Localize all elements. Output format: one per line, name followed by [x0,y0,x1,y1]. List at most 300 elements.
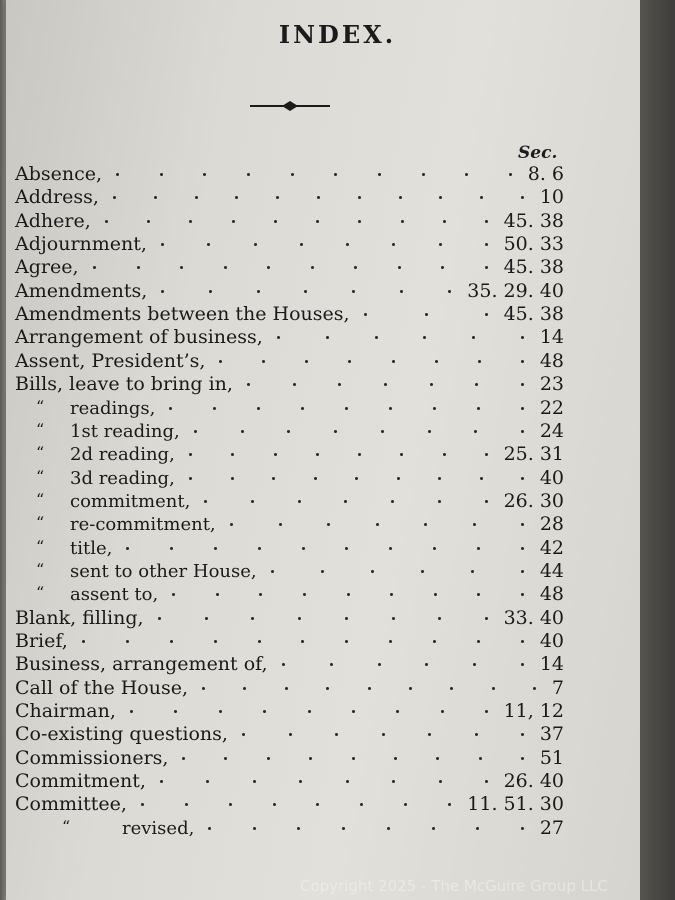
leader-dot [137,266,140,269]
leader-dot [471,570,474,573]
leader-dot [387,827,390,830]
leader-dot [147,220,150,223]
entry-section-number: 45. 38 [503,209,564,232]
leader-dot [126,547,129,550]
entry-section-number: 45. 38 [503,303,564,326]
leader-dot [301,407,304,410]
leader-dot [478,360,481,363]
dot-leader [169,397,524,420]
ditto-mark: “ [36,583,45,603]
entry-section-number: 35. 29. 40 [467,279,564,302]
leader-dot [169,407,172,410]
leader-dot [311,266,314,269]
entry-label: 1st reading, [70,420,180,442]
leader-dot [214,640,217,643]
entry-section-number: 40 [539,466,564,489]
leader-dot [389,547,392,550]
leader-dot [477,593,480,596]
leader-dot [202,687,205,690]
entry-section-number: 33. 40 [503,606,564,629]
dot-leader [219,350,524,373]
leader-dot [355,477,358,480]
index-entry [0,817,640,840]
leader-dot [213,407,216,410]
leader-dot [391,500,394,503]
entry-section-number: 14 [539,326,564,349]
leader-dot [438,500,441,503]
leader-dot [433,407,436,410]
leader-dot [346,780,349,783]
page-edge-shadow [640,0,675,900]
entry-label: Bills, leave to bring in, [15,373,233,396]
dot-leader [194,420,524,443]
leader-dot [424,523,427,526]
ditto-mark: “ [36,443,45,463]
ornament-rule-icon [250,99,330,113]
entry-section-number: 8. 6 [527,163,564,185]
leader-dot [477,547,480,550]
leader-dot [521,593,524,596]
leader-dot [82,640,85,643]
leader-dot [473,523,476,526]
leader-dot [254,243,257,246]
entry-label: Agree, [15,256,79,279]
leader-dot [485,780,488,783]
index-entry [0,186,640,209]
leader-dot [443,220,446,223]
leader-dot [521,196,524,199]
entry-section-number: 10 [539,186,564,209]
leader-dot [257,290,260,293]
entry-label: revised, [122,817,195,839]
dot-leader [126,537,524,560]
leader-dot [267,757,270,760]
entry-section-number: 37 [539,723,564,746]
leader-dot [298,500,301,503]
leader-dot [321,570,324,573]
leader-dot [358,453,361,456]
leader-dot [381,430,384,433]
leader-dot [448,290,451,293]
ditto-mark: “ [36,466,45,486]
entry-label: Business, arrangement of, [15,653,268,676]
leader-dot [326,687,329,690]
leader-dot [492,687,495,690]
leader-dot [434,593,437,596]
leader-dot [251,617,254,620]
leader-dot [229,803,232,806]
dot-leader [172,583,524,606]
leader-dot [194,430,197,433]
entry-label: Assent, President’s, [15,349,206,372]
leader-dot [479,757,482,760]
leader-dot [116,173,119,176]
leader-dot [396,710,399,713]
leader-dot [474,430,477,433]
leader-dot [352,710,355,713]
entry-section-number: 48 [539,349,564,372]
leader-dot [521,570,524,573]
leader-dot [305,360,308,363]
dot-leader [271,560,524,583]
leader-dot [521,383,524,386]
entry-section-number: 50. 33 [503,233,564,256]
entry-section-number: 11, 12 [503,700,564,723]
index-entry [0,653,640,676]
index-entry [0,770,640,793]
leader-dot [289,733,292,736]
leader-dot [441,710,444,713]
leader-dot [259,593,262,596]
leader-dot [141,803,144,806]
ditto-mark: “ [36,559,45,579]
leader-dot [158,617,161,620]
leader-dot [477,407,480,410]
leader-dot [425,663,428,666]
leader-dot [274,220,277,223]
index-entry [0,397,640,420]
leader-dot [126,640,129,643]
leader-dot [303,593,306,596]
leader-dot [214,547,217,550]
ditto-mark: “ [62,816,71,836]
entry-label: Blank, filling, [15,606,144,629]
leader-dot [345,547,348,550]
leader-dot [346,243,349,246]
leader-dot [300,243,303,246]
leader-dot [216,593,219,596]
dot-leader [82,630,524,653]
leader-dot [203,173,206,176]
index-entry [0,210,640,233]
leader-dot [521,430,524,433]
section-column-header: Sec. [518,143,558,163]
leader-dot [282,663,285,666]
leader-dot [384,383,387,386]
entry-label: sent to other House, [70,560,257,582]
entry-label: 3d reading, [70,467,175,489]
entry-section-number: 51 [539,746,564,769]
leader-dot [253,827,256,830]
leader-dot [334,173,337,176]
leader-dot [317,196,320,199]
leader-dot [392,780,395,783]
entry-label: title, [70,537,113,559]
leader-dot [521,407,524,410]
leader-dot [439,780,442,783]
leader-dot [521,663,524,666]
leader-dot [389,640,392,643]
leader-dot [472,336,475,339]
leader-dot [309,757,312,760]
leader-dot [298,617,301,620]
leader-dot [428,430,431,433]
entry-label: Call of the House, [15,676,189,699]
index-entry [0,723,640,746]
index-entry [0,793,640,816]
dot-leader [160,770,488,793]
leader-dot [485,500,488,503]
index-entry [0,630,640,653]
index-entry [0,537,640,560]
leader-dot [480,196,483,199]
entry-section-number: 11. 51. 30 [467,793,564,816]
dot-leader [364,303,488,326]
index-entry [0,303,640,326]
entry-label: Commissioners, [15,746,169,769]
leader-dot [161,243,164,246]
dot-leader [282,653,524,676]
leader-dot [262,360,265,363]
dot-leader [242,723,524,746]
leader-dot [345,407,348,410]
entry-label: re-commitment, [70,514,216,536]
entry-label: Amendments, [15,279,148,302]
leader-dot [376,523,379,526]
leader-dot [335,733,338,736]
leader-dot [435,360,438,363]
dot-leader [158,607,488,630]
entry-section-number: 26. 40 [503,770,564,793]
leader-dot [304,290,307,293]
leader-dot [302,547,305,550]
ditto-mark: “ [36,489,45,509]
entry-label: Amendments between the Houses, [15,303,350,326]
leader-dot [404,803,407,806]
leader-dot [105,220,108,223]
leader-dot [399,196,402,199]
entry-section-number: 7 [551,676,564,699]
leader-dot [232,220,235,223]
entry-label: readings, [70,397,156,419]
entry-label: Commitment, [15,770,146,793]
leader-dot [113,196,116,199]
leader-dot [352,757,355,760]
leader-dot [400,453,403,456]
leader-dot [401,220,404,223]
leader-dot [390,593,393,596]
leader-dot [485,266,488,269]
leader-dot [485,313,488,316]
leader-dot [485,220,488,223]
leader-dot [308,710,311,713]
entry-label: Absence, [15,163,103,185]
leader-dot [441,266,444,269]
leader-dot [397,477,400,480]
leader-dot [204,500,207,503]
leader-dot [253,780,256,783]
leader-dot [316,803,319,806]
leader-dot [189,220,192,223]
leader-dot [473,663,476,666]
dot-leader [161,233,488,256]
leader-dot [378,173,381,176]
dot-leader [105,210,488,233]
leader-dot [345,617,348,620]
leader-dot [209,290,212,293]
leader-dot [423,336,426,339]
leader-dot [271,570,274,573]
dot-leader [141,793,451,816]
dot-leader [202,677,536,700]
leader-dot [360,803,363,806]
leader-dot [480,477,483,480]
leader-dot [231,453,234,456]
leader-dot [241,430,244,433]
leader-dot [364,313,367,316]
leader-dot [443,453,446,456]
leader-dot [172,593,175,596]
leader-dot [316,220,319,223]
ditto-mark: “ [36,419,45,439]
dot-leader [113,186,524,209]
entry-section-number: 48 [539,583,564,606]
leader-dot [230,523,233,526]
index-entry [0,747,640,770]
leader-dot [276,196,279,199]
entry-section-number: 14 [539,653,564,676]
leader-dot [430,383,433,386]
dot-leader [277,326,524,349]
leader-dot [465,173,468,176]
entry-section-number: 28 [539,513,564,536]
leader-dot [533,687,536,690]
index-entry [0,560,640,583]
leader-dot [521,827,524,830]
leader-dot [257,407,260,410]
leader-dot [421,570,424,573]
leader-dot [231,477,234,480]
leader-dot [160,173,163,176]
entry-section-number: 42 [539,536,564,559]
leader-dot [314,477,317,480]
leader-dot [242,733,245,736]
leader-dot [485,710,488,713]
leader-dot [394,757,397,760]
leader-dot [450,687,453,690]
leader-dot [433,547,436,550]
leader-dot [448,803,451,806]
leader-dot [382,733,385,736]
leader-dot [392,360,395,363]
leader-dot [224,266,227,269]
leader-dot [398,266,401,269]
entry-section-number: 26. 30 [503,489,564,512]
leader-dot [400,290,403,293]
entry-label: Brief, [15,630,68,652]
leader-dot [224,757,227,760]
entry-section-number: 27 [539,816,564,839]
leader-dot [428,733,431,736]
leader-dot [263,710,266,713]
leader-dot [206,780,209,783]
entry-section-number: 45. 38 [503,256,564,279]
leader-dot [130,710,133,713]
entry-label: Chairman, [15,700,116,723]
entry-label: Adhere, [15,209,91,232]
leader-dot [422,173,425,176]
leader-dot [170,640,173,643]
leader-dot [352,290,355,293]
leader-dot [485,453,488,456]
leader-dot [521,523,524,526]
ditto-mark: “ [36,513,45,533]
index-entry [0,280,640,303]
leader-dot [219,360,222,363]
leader-dot [301,640,304,643]
leader-dot [274,453,277,456]
leader-dot [342,827,345,830]
leader-dot [371,570,374,573]
leader-dot [154,196,157,199]
leader-dot [247,383,250,386]
entry-label: Adjournment, [15,233,147,256]
leader-dot [485,617,488,620]
leader-dot [348,360,351,363]
leader-dot [521,477,524,480]
index-entry [0,350,640,373]
dot-leader [161,280,451,303]
entry-label: Address, [15,186,99,209]
leader-dot [189,453,192,456]
leader-dot [521,547,524,550]
leader-dot [235,196,238,199]
index-entry [0,373,640,396]
leader-dot [433,640,436,643]
leader-dot [258,640,261,643]
leader-dot [358,196,361,199]
leader-dot [291,173,294,176]
leader-dot [293,383,296,386]
leader-dot [273,803,276,806]
leader-dot [521,360,524,363]
index-entry [0,326,640,349]
leader-dot [521,336,524,339]
leader-dot [251,500,254,503]
dot-leader [204,490,488,513]
leader-dot [436,757,439,760]
leader-dot [297,827,300,830]
index-entry [0,583,640,606]
leader-dot [180,266,183,269]
index-entry [0,700,640,723]
leader-dot [316,453,319,456]
entry-label: Committee, [15,793,127,816]
index-entry [0,163,640,186]
leader-dot [425,313,428,316]
leader-dot [285,687,288,690]
leader-dot [354,266,357,269]
dot-leader [247,373,524,396]
leader-dot [299,780,302,783]
index-entry [0,513,640,536]
leader-dot [174,710,177,713]
leader-dot [258,547,261,550]
leader-dot [358,220,361,223]
leader-dot [243,687,246,690]
index-entry [0,420,640,443]
index-entry [0,490,640,513]
leader-dot [439,196,442,199]
ditto-mark: “ [36,536,45,556]
leader-dot [477,640,480,643]
leader-dot [338,383,341,386]
leader-dot [207,243,210,246]
leader-dot [347,593,350,596]
entry-section-number: 23 [539,373,564,396]
leader-dot [475,733,478,736]
entry-section-number: 25. 31 [503,443,564,466]
